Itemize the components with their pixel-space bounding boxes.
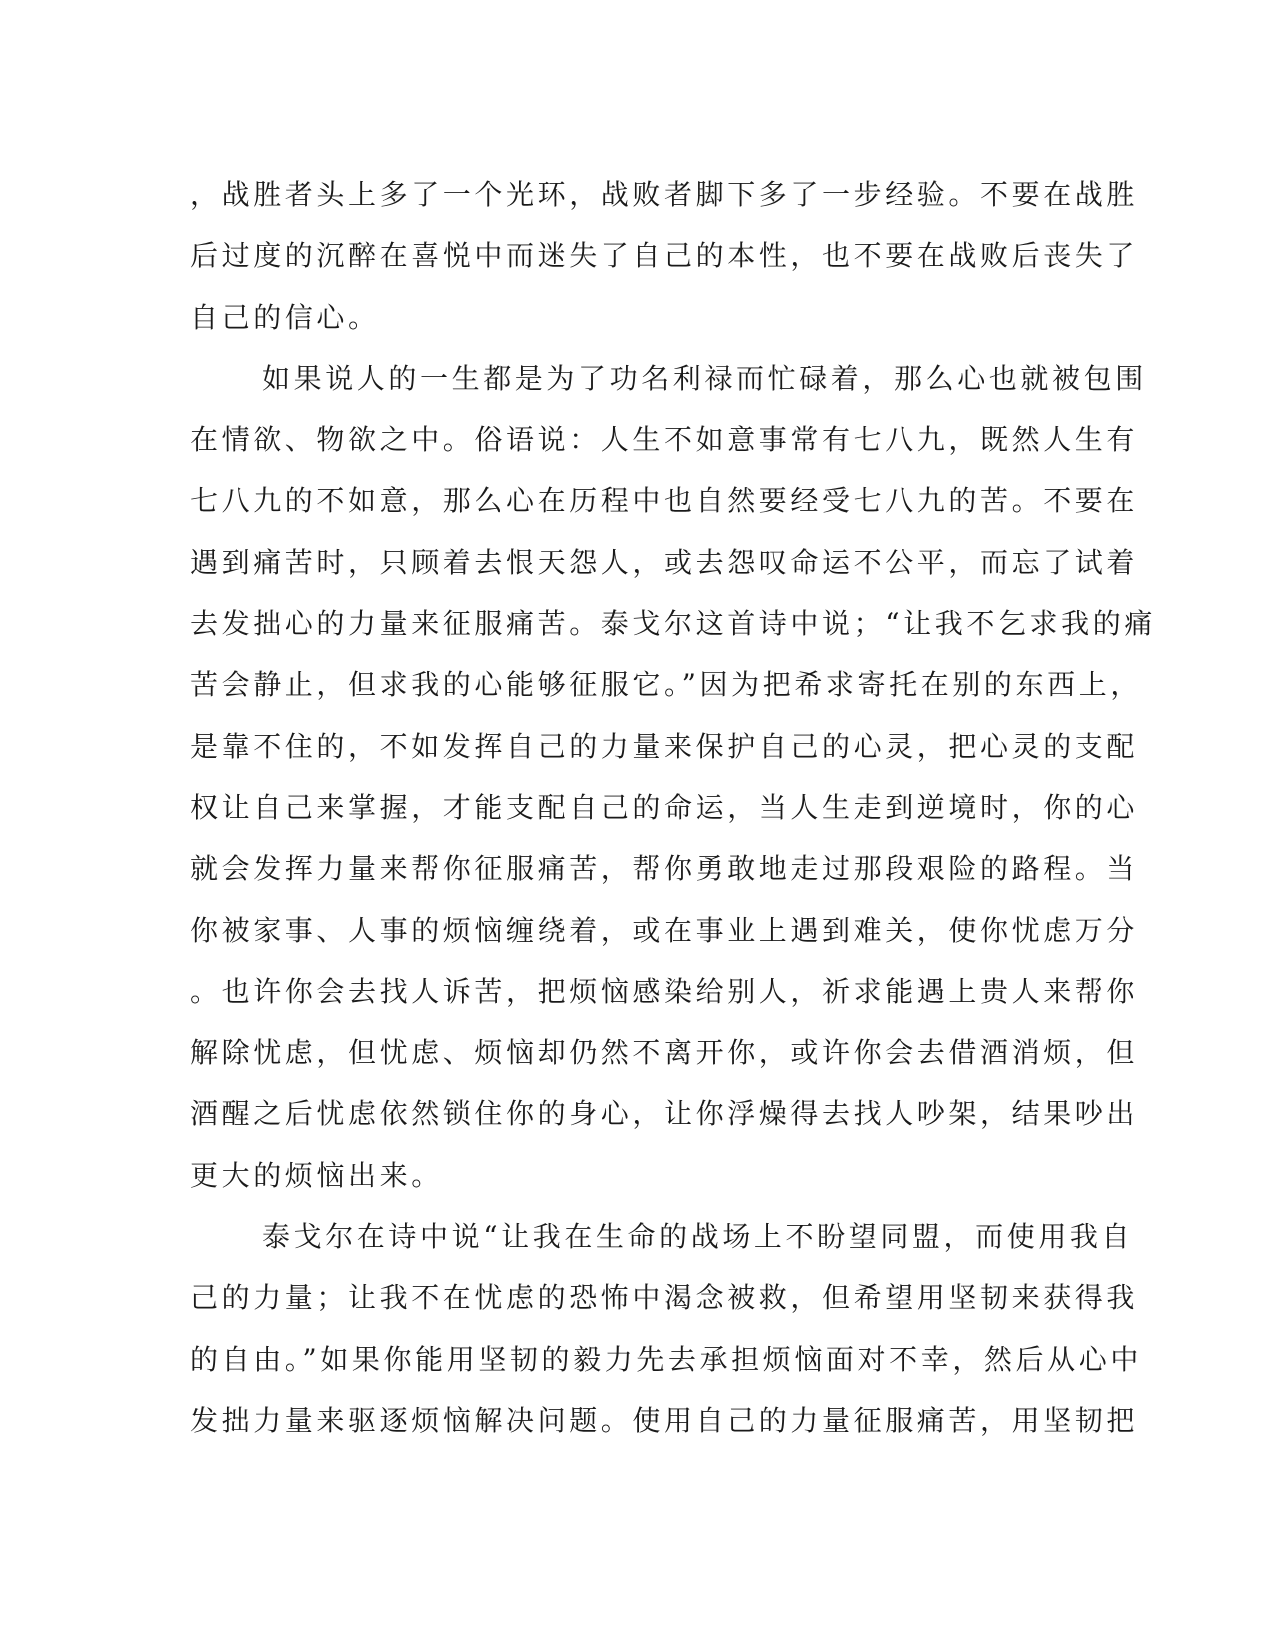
text-line: 更大的烦恼出来。 xyxy=(190,1158,443,1192)
text-line: 去发拙心的力量来征服痛苦。泰戈尔这首诗中说；“让我不乞求我的痛 xyxy=(190,607,1156,641)
text-line: 是靠不住的，不如发挥自己的力量来保护自己的心灵，把心灵的支配 xyxy=(190,729,1139,763)
text-line: ，战胜者头上多了一个光环，战败者脚下多了一步经验。不要在战胜 xyxy=(190,178,1139,211)
text-line: 。也许你会去找人诉苦，把烦恼感染给别人，祈求能遇上贵人来帮你 xyxy=(190,974,1139,1008)
text-line: 己的力量；让我不在忧虑的恐怖中渴念被救，但希望用坚韧来获得我 xyxy=(190,1281,1139,1315)
text-line: 解除忧虑，但忧虑、烦恼却仍然不离开你，或许你会去借酒消烦，但 xyxy=(190,1036,1139,1070)
text-line: 权让自己来掌握，才能支配自己的命运，当人生走到逆境时，你的心 xyxy=(190,790,1139,824)
text-line: 发拙力量来驱逐烦恼解决问题。使用自己的力量征服痛苦，用坚韧把 xyxy=(190,1403,1139,1437)
text-line: 在情欲、物欲之中。俗语说：人生不如意事常有七八九，既然人生有 xyxy=(190,423,1139,457)
text-line: 自己的信心。 xyxy=(190,300,380,334)
text-line: 苦会静止，但求我的心能够征服它。”因为把希求寄托在别的东西上， xyxy=(190,668,1142,702)
paragraph-first-line: 泰戈尔在诗中说“让我在生命的战场上不盼望同盟，而使用我自 xyxy=(262,1220,1134,1254)
text-line: 遇到痛苦时，只顾着去恨天怨人，或去怨叹命运不公平，而忘了试着 xyxy=(190,545,1139,579)
text-line: 你被家事、人事的烦恼缠绕着，或在事业上遇到难关，使你忧虑万分 xyxy=(190,913,1139,947)
text-line: 七八九的不如意，那么心在历程中也自然要经受七八九的苦。不要在 xyxy=(190,484,1139,518)
text-line: 后过度的沉醉在喜悦中而迷失了自己的本性，也不要在战败后丧失了 xyxy=(190,239,1139,273)
body-text xyxy=(190,164,1156,1451)
text-line: 就会发挥力量来帮你征服痛苦，帮你勇敢地走过那段艰险的路程。当 xyxy=(190,852,1139,886)
text-line: 的自由。”如果你能用坚韧的毅力先去承担烦恼面对不幸，然后从心中 xyxy=(190,1342,1142,1376)
text-line: 酒醒之后忧虑依然锁住你的身心，让你浮燥得去找人吵架，结果吵出 xyxy=(190,1097,1139,1131)
paragraph-first-line: 如果说人的一生都是为了功名利禄而忙碌着，那么心也就被包围 xyxy=(262,361,1147,395)
